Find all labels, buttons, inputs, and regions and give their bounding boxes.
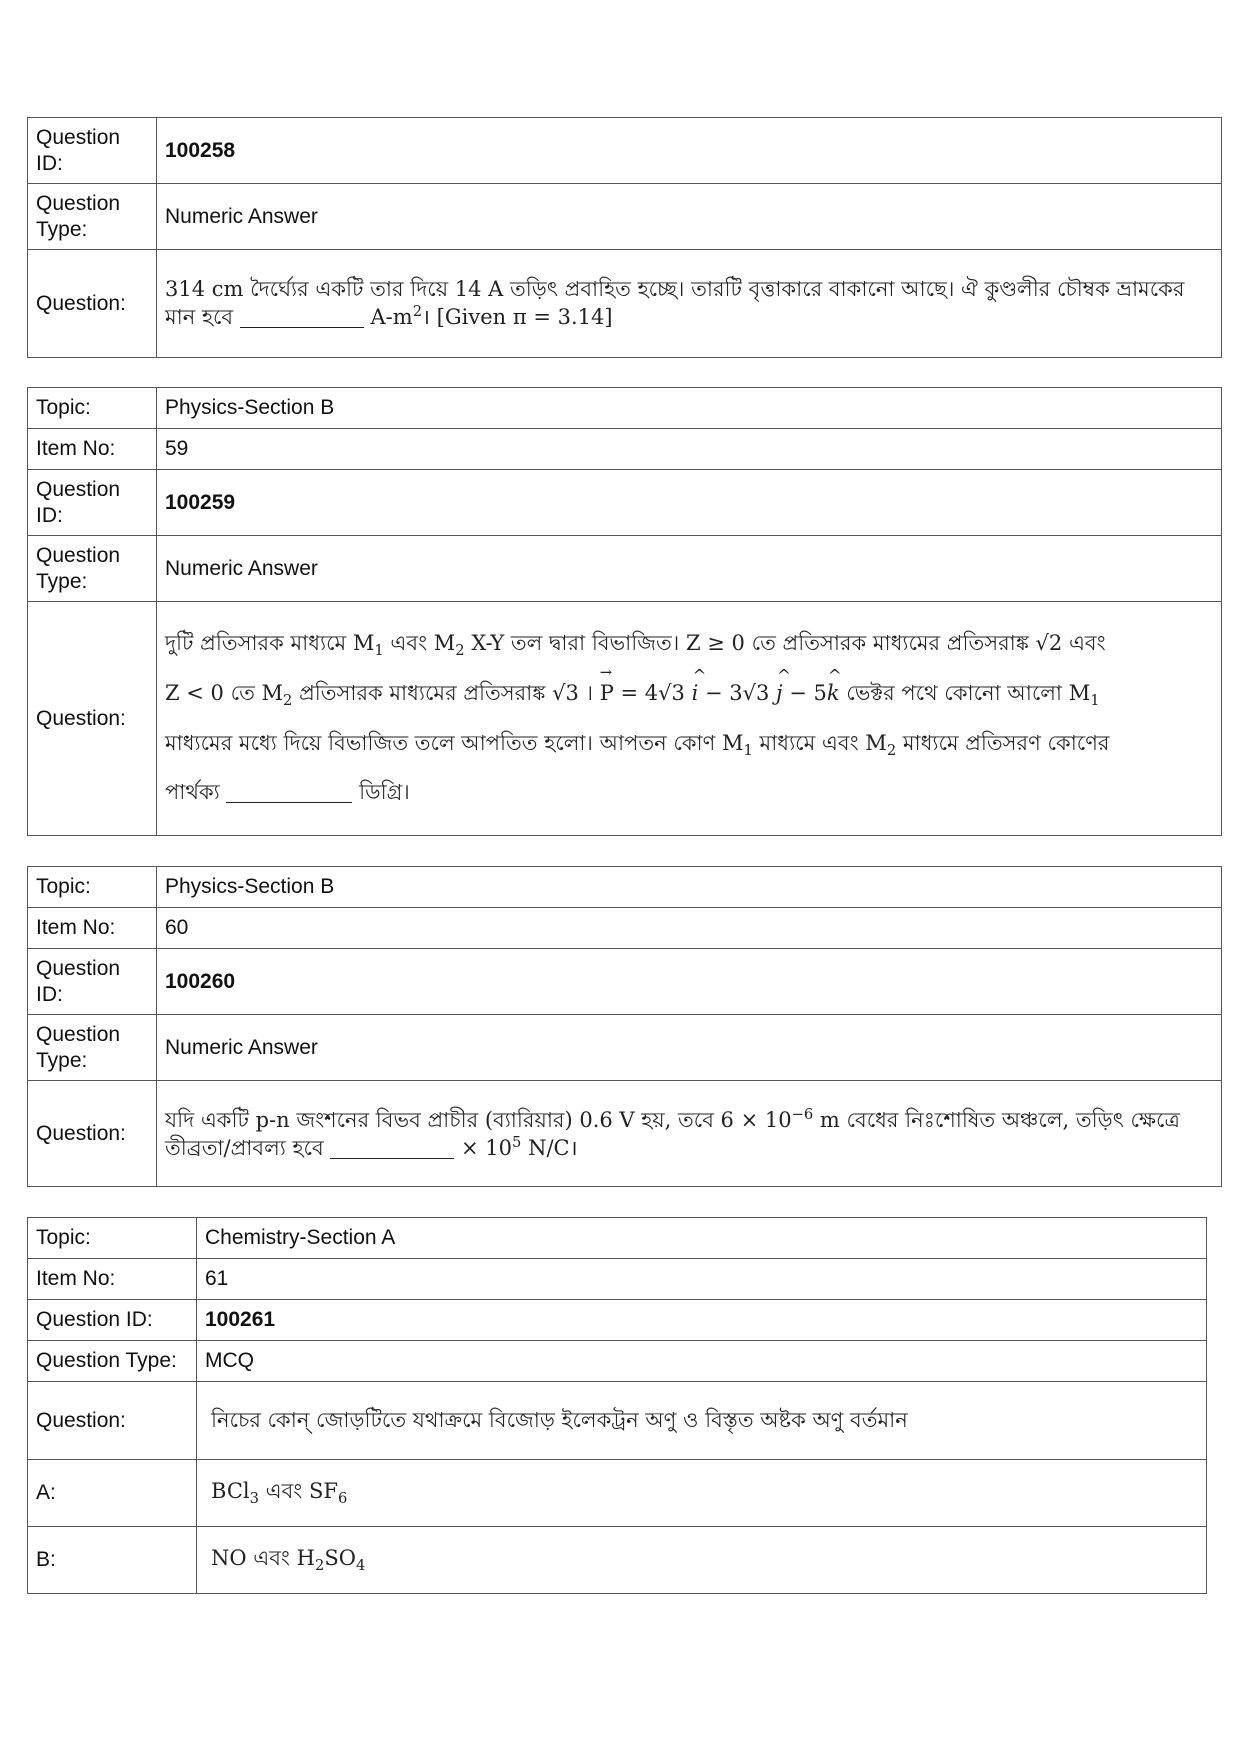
question-type-label: Question Type: — [28, 1015, 157, 1081]
item-no-row — [28, 908, 1222, 949]
option-a-label: A: — [28, 1460, 197, 1527]
question-type-row — [28, 1341, 1207, 1382]
question-row — [28, 1382, 1207, 1460]
question-type-value: Numeric Answer — [157, 1015, 1222, 1081]
question-label: Question: — [28, 1382, 197, 1460]
question-id-value: 100258 — [157, 118, 1222, 184]
question-id-label: Question ID: — [28, 470, 157, 536]
question-label: Question: — [28, 602, 157, 836]
question-block-100260 — [27, 866, 1222, 1187]
option-b-text: NO এবং $H_2SO_4$ — [197, 1527, 1207, 1594]
unit-vector-i: ^ i — [692, 669, 699, 718]
question-text: 314 cm দৈর্ঘ্যের একটি তার দিয়ে 14 A তড়িৎ প্রবাহিত হচ্ছে। তারটি বৃত্তাকারে বাকানো আছে। ঐ কুণ্ডলীর চৌম্বক ভ্রামকের মান হবে $A-m^2।$ [Given π = 3.14] — [157, 250, 1222, 358]
item-no-value: 61 — [197, 1259, 1207, 1300]
answer-blank — [226, 781, 352, 803]
question-line-1: দুটি প্রতিসারক মাধ্যমে $M_1$ এবং $M_2$ X-Y তল দ্বারা বিভাজিত। Z ≥ 0 তে প্রতিসারক মাধ্যমের প্রতিসরাঙ্ক √2 এবং — [165, 631, 1106, 660]
question-text: নিচের কোন্ জোড়টিতে যথাক্রমে বিজোড় ইলেকট্রন অণু ও বিস্তৃত অষ্টক অণু বর্তমান — [197, 1382, 1207, 1460]
question-id-value: 100259 — [157, 470, 1222, 536]
item-no-row — [28, 429, 1222, 470]
topic-label: Topic: — [28, 1218, 197, 1259]
question-line-2: Z < 0 তে $M_2$ প্রতিসারক মাধ্যমের প্রতিসরাঙ্ক √3 । → P = 4√3 ^ i − 3√3 ^ j − 5^ k ভেক্টর পথে কোনো আলো $M_1$ — [165, 669, 1213, 719]
question-id-row — [28, 1300, 1207, 1341]
answer-blank — [330, 1137, 454, 1159]
question-id-row — [28, 118, 1222, 184]
question-label: Question: — [28, 250, 157, 358]
question-block-100261 — [27, 1217, 1207, 1594]
topic-row — [28, 867, 1222, 908]
option-b-row — [28, 1527, 1207, 1594]
option-b-label: B: — [28, 1527, 197, 1594]
answer-blank — [240, 306, 364, 328]
topic-label: Topic: — [28, 388, 157, 429]
option-a-row — [28, 1460, 1207, 1527]
question-type-value: MCQ — [197, 1341, 1207, 1382]
topic-value: Chemistry-Section A — [197, 1218, 1207, 1259]
question-id-label: Question ID: — [28, 949, 157, 1015]
item-no-value: 60 — [157, 908, 1222, 949]
question-type-label: Question Type: — [28, 536, 157, 602]
topic-label: Topic: — [28, 867, 157, 908]
item-no-label: Item No: — [28, 908, 157, 949]
topic-row — [28, 1218, 1207, 1259]
item-no-value: 59 — [157, 429, 1222, 470]
question-id-value: 100261 — [197, 1300, 1207, 1341]
unit-vector-k: ^ k — [827, 669, 840, 718]
question-row — [28, 602, 1222, 836]
question-type-row — [28, 1015, 1222, 1081]
option-a-text: BCl$_3$ এবং $SF_6$ — [197, 1460, 1207, 1527]
unit-vector-j: ^ j — [776, 669, 783, 718]
question-line-4: পার্থক্য ডিগ্রি। — [165, 780, 410, 805]
item-no-label: Item No: — [28, 1259, 197, 1300]
vector-p: → P — [600, 669, 614, 718]
question-text — [157, 602, 1222, 836]
question-block-100259 — [27, 387, 1222, 836]
question-id-label: Question ID: — [28, 1300, 197, 1341]
topic-value: Physics-Section B — [157, 867, 1222, 908]
question-row — [28, 250, 1222, 358]
item-no-label: Item No: — [28, 429, 157, 470]
topic-value: Physics-Section B — [157, 388, 1222, 429]
question-line-3: মাধ্যমের মধ্যে দিয়ে বিভাজিত তলে আপতিত হলো। আপতন কোণ $M_1$ মাধ্যমে এবং $M_2$ মাধ্যমে প্রতিসরণ কোণের — [165, 730, 1110, 759]
question-type-value: Numeric Answer — [157, 184, 1222, 250]
question-type-label: Question Type: — [28, 184, 157, 250]
question-label: Question: — [28, 1081, 157, 1187]
question-type-row — [28, 536, 1222, 602]
question-block-100258 — [27, 117, 1222, 358]
question-id-value: 100260 — [157, 949, 1222, 1015]
question-row — [28, 1081, 1222, 1187]
topic-row — [28, 388, 1222, 429]
question-type-value: Numeric Answer — [157, 536, 1222, 602]
item-no-row — [28, 1259, 1207, 1300]
question-id-row — [28, 949, 1222, 1015]
question-type-label: Question Type: — [28, 1341, 197, 1382]
question-type-row — [28, 184, 1222, 250]
question-text: যদি একটি p-n জংশনের বিভব প্রাচীর (ব্যারিয়ার) 0.6 V হয়, তবে $6 \times 10^{-6}$ m বেধের নিঃশোষিত অঞ্চলে, তড়িৎ ক্ষেত্রে তীব্রতা/প্রাবল্য হবে × $10^5$ N/C। — [157, 1081, 1222, 1187]
question-id-row — [28, 470, 1222, 536]
question-id-label: Question ID: — [28, 118, 157, 184]
